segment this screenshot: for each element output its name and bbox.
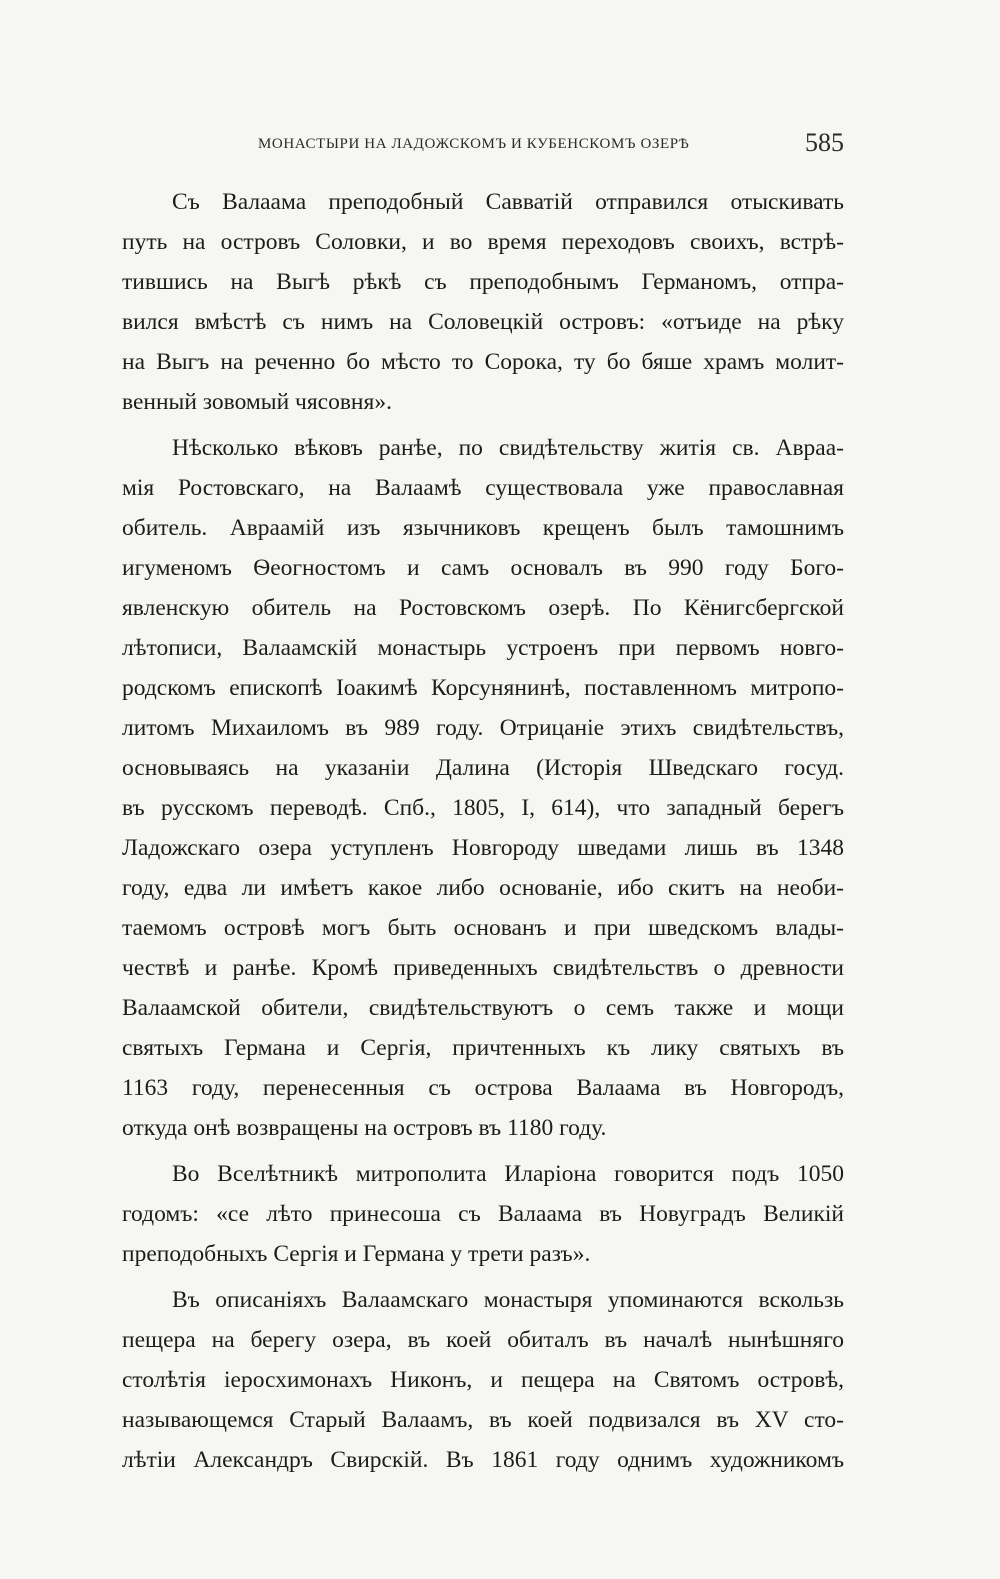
text-line: году, едва ли имѣетъ какое либо основаніе, ибо скитъ на необи- — [122, 875, 844, 901]
body-text — [122, 182, 844, 1486]
text-line: святыхъ Германа и Сергія, причтенныхъ къ лику святыхъ въ — [122, 1035, 844, 1061]
text-line: венный зовомый чясовня». — [122, 389, 392, 415]
text-line: лѣтописи, Валаамскій монастырь устроенъ при первомъ новго- — [122, 635, 844, 661]
text-line: мія Ростовскаго, на Валаамѣ существовала уже православная — [122, 475, 844, 501]
text-line: основываясь на указаніи Далина (Исторія Шведскаго госуд. — [122, 755, 844, 781]
running-head — [122, 128, 844, 164]
text-line: чествѣ и ранѣе. Кромѣ приведенныхъ свидѣтельствъ о древности — [122, 955, 844, 981]
text-line: въ русскомъ переводѣ. Спб., 1805, I, 614), что западный берегъ — [122, 795, 844, 821]
paragraph — [122, 182, 844, 422]
text-line: на Выгъ на реченно бо мѣсто то Сорока, ту бо бяше храмъ молит- — [122, 349, 844, 375]
text-line: Въ описаніяхъ Валаамскаго монастыря упоминаются вскользь — [172, 1287, 844, 1313]
text-line: лѣтіи Александръ Свирскій. Въ 1861 году однимъ художникомъ — [122, 1447, 844, 1473]
text-line: пещера на берегу озера, въ коей обиталъ въ началѣ нынѣшняго — [122, 1327, 844, 1353]
text-line: литомъ Михаиломъ въ 989 году. Отрицаніе этихъ свидѣтельствъ, — [122, 715, 844, 741]
text-line: 1163 году, перенесенныя съ острова Валаама въ Новгородъ, — [122, 1075, 844, 1101]
text-line: откуда онѣ возвращены на островъ въ 1180 году. — [122, 1115, 607, 1141]
page-number: 585 — [805, 128, 844, 157]
text-line: игуменомъ Ѳеогностомъ и самъ основалъ въ 990 году Бого- — [122, 555, 844, 581]
text-line: Ладожскаго озера уступленъ Новгороду шведами лишь въ 1348 — [122, 835, 844, 861]
text-line: родскомъ епископѣ Іоакимѣ Корсунянинѣ, поставленномъ митропо- — [122, 675, 844, 701]
text-line: таемомъ островѣ могъ быть основанъ и при шведскомъ влады- — [122, 915, 844, 941]
text-line: преподобныхъ Сергія и Германа у трети разъ». — [122, 1241, 591, 1267]
running-title: МОНАСТЫРИ НА ЛАДОЖСКОМЪ И КУБЕНСКОМЪ ОЗЕРѢ — [258, 136, 690, 152]
text-line: вился вмѣстѣ съ нимъ на Соловецкій островъ: «отъиде на рѣку — [122, 309, 844, 335]
text-line: явленскую обитель на Ростовскомъ озерѣ. По Кёнигсбергской — [122, 595, 844, 621]
text-line: Во Вселѣтникѣ митрополита Иларіона говорится подъ 1050 — [172, 1161, 844, 1187]
text-line: столѣтія іеросхимонахъ Никонъ, и пещера на Святомъ островѣ, — [122, 1367, 844, 1393]
text-line: называющемся Старый Валаамъ, въ коей подвизался въ XV сто- — [122, 1407, 844, 1433]
text-line: Валаамской обители, свидѣтельствуютъ о семъ также и мощи — [122, 995, 844, 1021]
text-line: тившись на Выгѣ рѣкѣ съ преподобнымъ Германомъ, отпра- — [122, 269, 844, 295]
paragraph — [122, 1280, 844, 1480]
text-line: годомъ: «се лѣто принесоша съ Валаама въ Новуградъ Великій — [122, 1201, 844, 1227]
paragraph — [122, 1154, 844, 1274]
text-line: путь на островъ Соловки, и во время переходовъ своихъ, встрѣ- — [122, 229, 844, 255]
text-line: Съ Валаама преподобный Савватій отправился отыскивать — [172, 189, 844, 215]
paragraph — [122, 428, 844, 1148]
text-line: Нѣсколько вѣковъ ранѣе, по свидѣтельству житія св. Авраа- — [172, 435, 844, 461]
text-line: обитель. Авраамій изъ язычниковъ крещенъ былъ тамошнимъ — [122, 515, 844, 541]
